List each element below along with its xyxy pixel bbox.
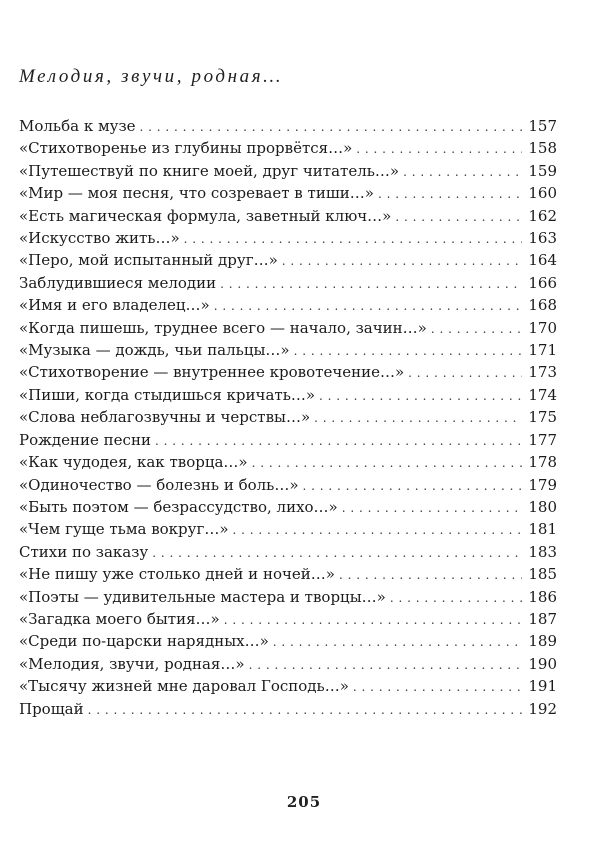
toc-entry xyxy=(19,361,557,383)
toc-dot-leader xyxy=(140,116,523,138)
toc-dot-leader xyxy=(152,542,522,564)
toc-entry-title: «Искусство жить…» xyxy=(19,229,180,248)
toc-entry-page: 171 xyxy=(528,341,557,360)
toc-entry-title: Рождение песни xyxy=(19,430,151,449)
toc-entry-title: «Есть магическая формула, заветный ключ…» xyxy=(19,206,392,225)
toc-entry-title: Прощай xyxy=(19,699,84,718)
toc-entry-title: Заблудившиеся мелодии xyxy=(19,273,217,292)
toc-dot-leader xyxy=(342,497,523,519)
toc-entry-page: 183 xyxy=(528,542,557,561)
toc-entry-title: «Тысячу жизней мне даровал Господь…» xyxy=(19,677,349,696)
toc-dot-leader xyxy=(273,631,523,653)
toc-entry-title: «Мир — моя песня, что созревает в тиши…» xyxy=(19,184,374,203)
toc-entry-page: 187 xyxy=(528,609,557,628)
toc-entry-page: 163 xyxy=(528,229,557,248)
toc-entry-page: 180 xyxy=(528,497,557,516)
toc-entry-title: «Чем гуще тьма вокруг…» xyxy=(19,520,229,539)
toc-entry xyxy=(19,115,557,137)
toc-entry xyxy=(19,653,557,675)
toc-entry xyxy=(19,294,557,316)
toc-dot-leader xyxy=(282,250,523,272)
toc-entry-title: «Имя и его владелец…» xyxy=(19,296,210,315)
toc-entry-page: 168 xyxy=(528,296,557,315)
toc-dot-leader xyxy=(339,564,522,586)
toc-entry-page: 189 xyxy=(528,632,557,651)
toc-entry xyxy=(19,496,557,518)
toc-entry-page: 174 xyxy=(528,385,557,404)
toc-entry xyxy=(19,160,557,182)
toc-entry-page: 181 xyxy=(528,520,557,539)
toc-entry-page: 190 xyxy=(528,654,557,673)
page-number: 205 xyxy=(286,793,322,811)
toc-dot-leader xyxy=(233,519,523,541)
toc-dot-leader xyxy=(395,206,522,228)
toc-dot-leader xyxy=(319,385,522,407)
toc-entry-page: 177 xyxy=(528,430,557,449)
toc-entry-page: 160 xyxy=(528,184,557,203)
toc-entry xyxy=(19,518,557,540)
toc-entry-title: «Стихотворенье из глубины прорвётся…» xyxy=(19,139,353,158)
toc-entry xyxy=(19,227,557,249)
toc-dot-leader xyxy=(88,699,523,721)
toc-entry-page: 157 xyxy=(528,117,557,135)
toc-entry-title: «Путешествуй по книге моей, друг читатель…» xyxy=(19,161,400,180)
toc-dot-leader xyxy=(408,362,522,384)
toc-entry-title: «Поэты — удивительные мастера и творцы…» xyxy=(19,587,386,606)
toc-entry-title: «Как чудодея, как творца…» xyxy=(19,453,248,472)
toc-entry xyxy=(19,675,557,697)
toc-dot-leader xyxy=(224,609,523,631)
toc-dot-leader xyxy=(431,318,523,340)
toc-dot-leader xyxy=(356,138,522,160)
toc-entry xyxy=(19,541,557,563)
toc-entry xyxy=(19,249,557,271)
toc-entry-page: 170 xyxy=(528,318,557,337)
toc-entry xyxy=(19,317,557,339)
toc-entry-title: «Когда пишешь, труднее всего — начало, зачин…» xyxy=(19,318,427,337)
toc-dot-leader xyxy=(155,430,522,452)
toc-entry-title: «Музыка — дождь, чьи пальцы…» xyxy=(19,341,290,360)
toc-entry xyxy=(19,563,557,585)
toc-entry xyxy=(19,474,557,496)
toc-entry-title: «Перо, мой испытанный друг…» xyxy=(19,251,278,270)
toc-entry-page: 158 xyxy=(528,139,557,158)
toc-entry xyxy=(19,698,557,720)
toc-entry-title: «Быть поэтом — безрассудство, лихо…» xyxy=(19,497,338,516)
toc-dot-leader xyxy=(220,273,522,295)
toc-entry-page: 179 xyxy=(528,475,557,494)
toc-entry-page: 162 xyxy=(528,206,557,225)
toc-entry xyxy=(19,384,557,406)
toc-dot-leader xyxy=(303,475,523,497)
toc-dot-leader xyxy=(184,228,523,250)
toc-entry-title: «Слова неблагозвучны и черствы…» xyxy=(19,408,311,427)
toc-entry xyxy=(19,137,557,159)
toc-entry-page: 164 xyxy=(528,251,557,270)
toc-entry-page: 191 xyxy=(528,677,557,696)
toc-dot-leader xyxy=(390,587,523,609)
toc-entry xyxy=(19,608,557,630)
table-of-contents xyxy=(19,115,557,720)
toc-dot-leader xyxy=(353,676,522,698)
toc-entry-title: «Пиши, когда стыдишься кричать…» xyxy=(19,385,316,404)
toc-entry-page: 192 xyxy=(528,699,557,718)
toc-entry-title: «Одиночество — болезнь и боль…» xyxy=(19,475,299,494)
toc-entry-page: 175 xyxy=(528,408,557,427)
toc-entry xyxy=(19,429,557,451)
toc-entry-page: 173 xyxy=(528,363,557,382)
toc-entry xyxy=(19,406,557,428)
toc-entry-title: «Стихотворение — внутреннее кровотечение…» xyxy=(19,363,405,382)
toc-dot-leader xyxy=(314,407,522,429)
toc-entry-title: «Мелодия, звучи, родная…» xyxy=(19,654,245,673)
toc-entry-title: «Среди по-царски нарядных…» xyxy=(19,632,269,651)
toc-entry-page: 185 xyxy=(528,565,557,584)
toc-entry xyxy=(19,630,557,652)
toc-entry-page: 178 xyxy=(528,453,557,472)
toc-dot-leader xyxy=(252,452,523,474)
toc-entry xyxy=(19,205,557,227)
toc-dot-leader xyxy=(294,340,523,362)
section-title: Мелодия, звучи, родная… xyxy=(19,66,283,87)
toc-entry xyxy=(19,182,557,204)
toc-entry-title: Мольба к музе xyxy=(19,117,136,135)
toc-entry-page: 166 xyxy=(528,273,557,292)
toc-entry-page: 159 xyxy=(528,161,557,180)
toc-entry-title: Стихи по заказу xyxy=(19,542,149,561)
toc-dot-leader xyxy=(378,183,522,205)
toc-dot-leader xyxy=(249,654,523,676)
toc-dot-leader xyxy=(403,161,522,183)
toc-entry-page: 186 xyxy=(528,587,557,606)
toc-entry xyxy=(19,586,557,608)
toc-dot-leader xyxy=(214,295,523,317)
toc-entry xyxy=(19,272,557,294)
toc-entry xyxy=(19,451,557,473)
toc-entry xyxy=(19,339,557,361)
toc-entry-title: «Не пишу уже столько дней и ночей…» xyxy=(19,565,335,584)
toc-entry-title: «Загадка моего бытия…» xyxy=(19,609,220,628)
